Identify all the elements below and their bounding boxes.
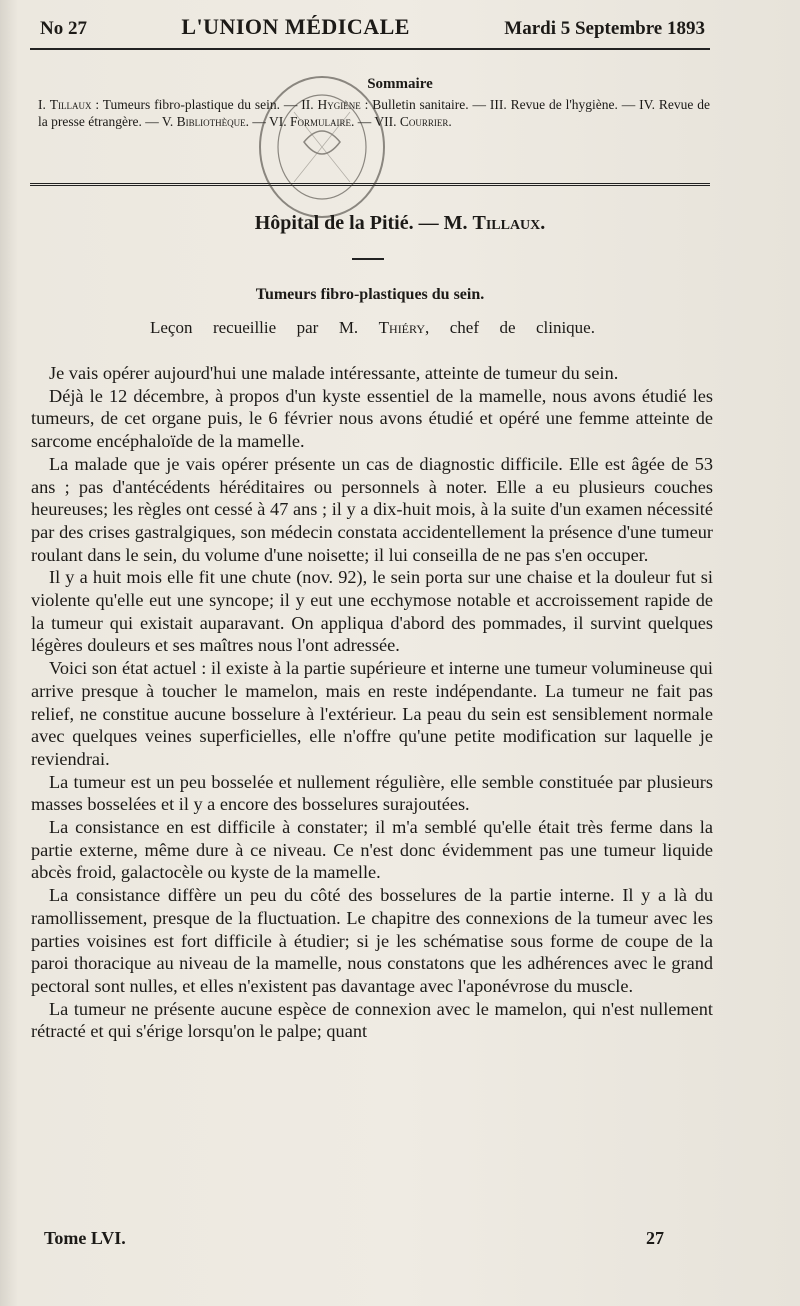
masthead — [40, 14, 705, 46]
sommaire-item-7: VII. Courrier. — [374, 114, 452, 129]
header-rule — [30, 48, 710, 50]
article-heading: Hôpital de la Pitié. — M. Tillaux. — [254, 212, 546, 234]
paragraph: Voici son état actuel : il existe à la partie supérieure et interne une tumeur volumineuse qui arrive presque à toucher le mamelon, mais en reste indépendante. La tumeur ne fait pas relief, ne constitue aucune bosselure à l'extérieur. La peau du sein est sensiblement normale avec quelques veines superficielles, elle n'offre qu'une petite modification sur laquelle je reviendrai. — [31, 658, 713, 769]
sommaire-item-1: I. Tillaux : Tumeurs fibro-plastique du sein. — — [38, 97, 302, 112]
lecture-credit: Leçon recueillie par M. Thiéry, chef de clinique. — [150, 318, 595, 337]
library-stamp-icon — [254, 72, 390, 222]
paragraph: La tumeur est un peu bosselée et nullement régulière, elle semble constituée par plusieurs masses bosselées et il y a encore des bosselures surajoutées. — [31, 771, 713, 815]
sommaire-item-3: III. Revue de l'hygiène. — — [489, 97, 640, 112]
surgeon-name: Tillaux — [472, 212, 541, 234]
paragraph: La malade que je vais opérer présente un cas de diagnostic difficile. Elle est âgée de 53 ans ; pas d'antécédents héréditaires ou personnels à noter. Elle a eu plusieurs couches heureuses; les règles ont cessé à 47 ans ; il y a dix-huit mois, à la suite d'un examen nécessité par des crises gastralgiques, son médecin constata accidentellement la présence d'une tumeur roulant dans le sein, du volume d'une noisette; il lui conseilla de ne pas s'en occuper. — [31, 453, 713, 565]
sommaire-title: Sommaire — [367, 76, 433, 92]
paragraph: La tumeur ne présente aucune espèce de connexion avec le mamelon, qui n'est nullement rétracté et qui s'érige lorsqu'on le palpe; quant — [31, 998, 713, 1042]
sommaire-item-6: VI. Formulaire. — — [268, 114, 375, 129]
paragraph: La consistance diffère un peu du côté des bosselures de la partie interne. Il y a là du ramollissement, presque de la fluctuation. Le chapitre des connexions de la tumeur avec les parties voisines est fort difficile à étudier; si je les schématise sous forme de coupe de la paroi thoracique au niveau de la mamelle, nous constatons que les adhérences avec le grand pectoral sont nulles, et elles n'existent pas davantage avec l'aponévrose du muscle. — [31, 885, 713, 996]
volume-label: Tome LVI. — [44, 1228, 126, 1248]
issue-date: Mardi 5 Septembre 1893 — [504, 18, 705, 39]
page-number: 27 — [646, 1228, 664, 1248]
paragraph: Il y a huit mois elle fit une chute (nov. 92), le sein porta sur une chaise et la douleur fut si violente qu'elle eut une syncope; il y eut une ecchymose notable et accroissement rapide de la tumeur qui existait auparavant. On appliqua d'abord des pommades, il survint quelques légères douleurs et ses maîtres nous l'ont adressée. — [31, 567, 713, 656]
paragraph: Je vais opérer aujourd'hui une malade intéressante, atteinte de tumeur du sein. — [49, 363, 619, 383]
sommaire-item-5: V. Bibliothèque. — — [161, 114, 269, 129]
sommaire-item-2: II. Hygiène : Bulletin sanitaire. — — [301, 97, 490, 112]
sommaire-item-4: IV. Revue de la presse étrangère. — — [38, 97, 711, 129]
paragraph: Déjà le 12 décembre, à propos d'un kyste essentiel de la mamelle, nous avons étudié les tumeurs, de cet organe puis, le 6 février nous avons étudié et opéré une femme atteinte de sarcome encéphaloïde de la mamelle. — [31, 385, 713, 452]
article-body — [31, 362, 713, 1043]
journal-title: L'UNION MÉDICALE — [181, 14, 410, 39]
page-footer — [44, 1228, 664, 1249]
issue-number: No 27 — [40, 18, 87, 39]
heading-rule — [352, 258, 384, 260]
paragraph: La consistance en est difficile à constater; il m'a semblé qu'elle était très ferme dans la partie externe, même dure à ce niveau. Ce n'est donc évidemment pas une tumeur liquide abcès froid, galactocèle ou kyste de la mamelle. — [31, 817, 713, 883]
article-subject: Tumeurs fibro-plastiques du sein. — [255, 286, 485, 303]
